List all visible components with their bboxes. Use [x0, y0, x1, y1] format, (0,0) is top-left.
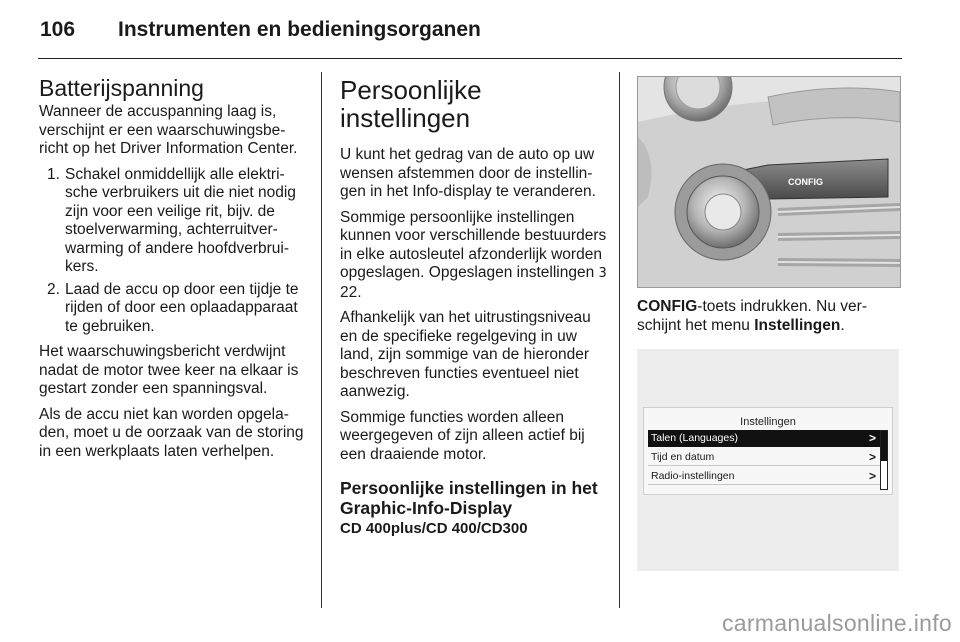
section-heading: Batterijspanning: [39, 75, 204, 101]
paragraph: Als de accu niet kan worden opgeladen, moet u de oorzaak van de storing in een werkplaats laten verhelpen.: [39, 405, 304, 460]
column-divider: [321, 72, 322, 608]
menu-item-label: Tijd en datum: [651, 451, 715, 463]
info-display-screen: [643, 407, 893, 495]
page-number: 106: [40, 18, 76, 41]
display-illustration: [637, 349, 899, 571]
paragraph: Afhankelijk van het uitrustingsniveau en de specifieke regelgeving in uw land, zijn sommige van de hieronder beschreven functies eventueel niet aanwezig.: [340, 309, 591, 400]
step-text: Schakel onmiddellijk alle elektrische verbruikers uit die niet nodig zijn voor een veilige rit, bijv. de stoelverwarming, achterruitverwarming of andere hoofdverbruikers.: [65, 165, 296, 275]
console-illustration: [638, 77, 900, 287]
chapter-title: Instrumenten en bedieningsorganen: [118, 18, 481, 41]
column-personal-settings: [340, 76, 608, 539]
config-button-photo: [637, 76, 901, 288]
page-reference-icon: 3: [598, 266, 607, 281]
chevron-right-icon: >: [868, 469, 876, 483]
paragraph: [340, 209, 608, 303]
menu-item-label: Radio-instellingen: [651, 470, 735, 482]
page-reference[interactable]: 22.: [340, 283, 362, 301]
caption: [637, 298, 901, 335]
caption-text: -toets indrukken. Nu verschijnt het menu: [637, 298, 867, 334]
steps-list: [39, 166, 307, 337]
model-list: CD 400plus/CD 400/CD300: [340, 520, 528, 537]
caption-text: .: [840, 316, 845, 334]
chevron-right-icon: >: [868, 450, 876, 464]
paragraph-text: Sommige persoonlijke instellingen kunnen voor verschillende bestuurders in elke autosleutel afzonderlijk worden opgeslagen. Opgeslagen instellingen: [340, 208, 607, 281]
step-text: Laad de accu op door een tijdje te rijden of door een oplaadapparaat te gebruiken.: [65, 280, 299, 335]
paragraph: Wanneer de accuspanning laag is, verschijnt er een waarschuwingsbericht op het Driver Information Center.: [39, 103, 298, 157]
caption-menu-name: Instellingen: [754, 316, 841, 334]
menu-item-label: Talen (Languages): [651, 432, 738, 444]
subsection-heading: Persoonlijke instellingen in het Graphic-Info-Display: [340, 478, 598, 518]
paragraph: Het waarschuwingsbericht verdwijnt nadat de motor twee keer na elkaar is gestart zonder een spanningsval.: [39, 343, 299, 397]
paragraph: U kunt het gedrag van de auto op uw wensen afstemmen door de instellingen in het Info-display te veranderen.: [340, 146, 596, 200]
section-heading: Persoonlijke instellingen: [340, 75, 482, 133]
page-header: [38, 14, 902, 59]
step-number: 1.: [47, 165, 60, 183]
paragraph: Sommige functies worden alleen weergegeven of zijn alleen actief bij een draaiende motor.: [340, 408, 585, 463]
column-illustrations: [637, 76, 901, 571]
menu-item-languages[interactable]: [648, 430, 880, 447]
list-item: [39, 166, 307, 277]
scrollbar-thumb[interactable]: [881, 431, 887, 461]
menu-item-radio-settings[interactable]: [648, 468, 880, 485]
menu-item-time-date[interactable]: [648, 449, 880, 466]
caption-button-name: CONFIG: [637, 298, 698, 315]
scrollbar[interactable]: [880, 430, 888, 490]
config-button-label: CONFIG: [788, 177, 823, 187]
column-battery-voltage: [39, 76, 307, 468]
screen-title: Instellingen: [740, 416, 796, 428]
column-divider: [619, 72, 620, 608]
list-item: [39, 281, 307, 337]
step-number: 2.: [47, 280, 60, 298]
chevron-right-icon: >: [868, 431, 876, 445]
watermark: carmanualsonline.info: [721, 610, 952, 636]
